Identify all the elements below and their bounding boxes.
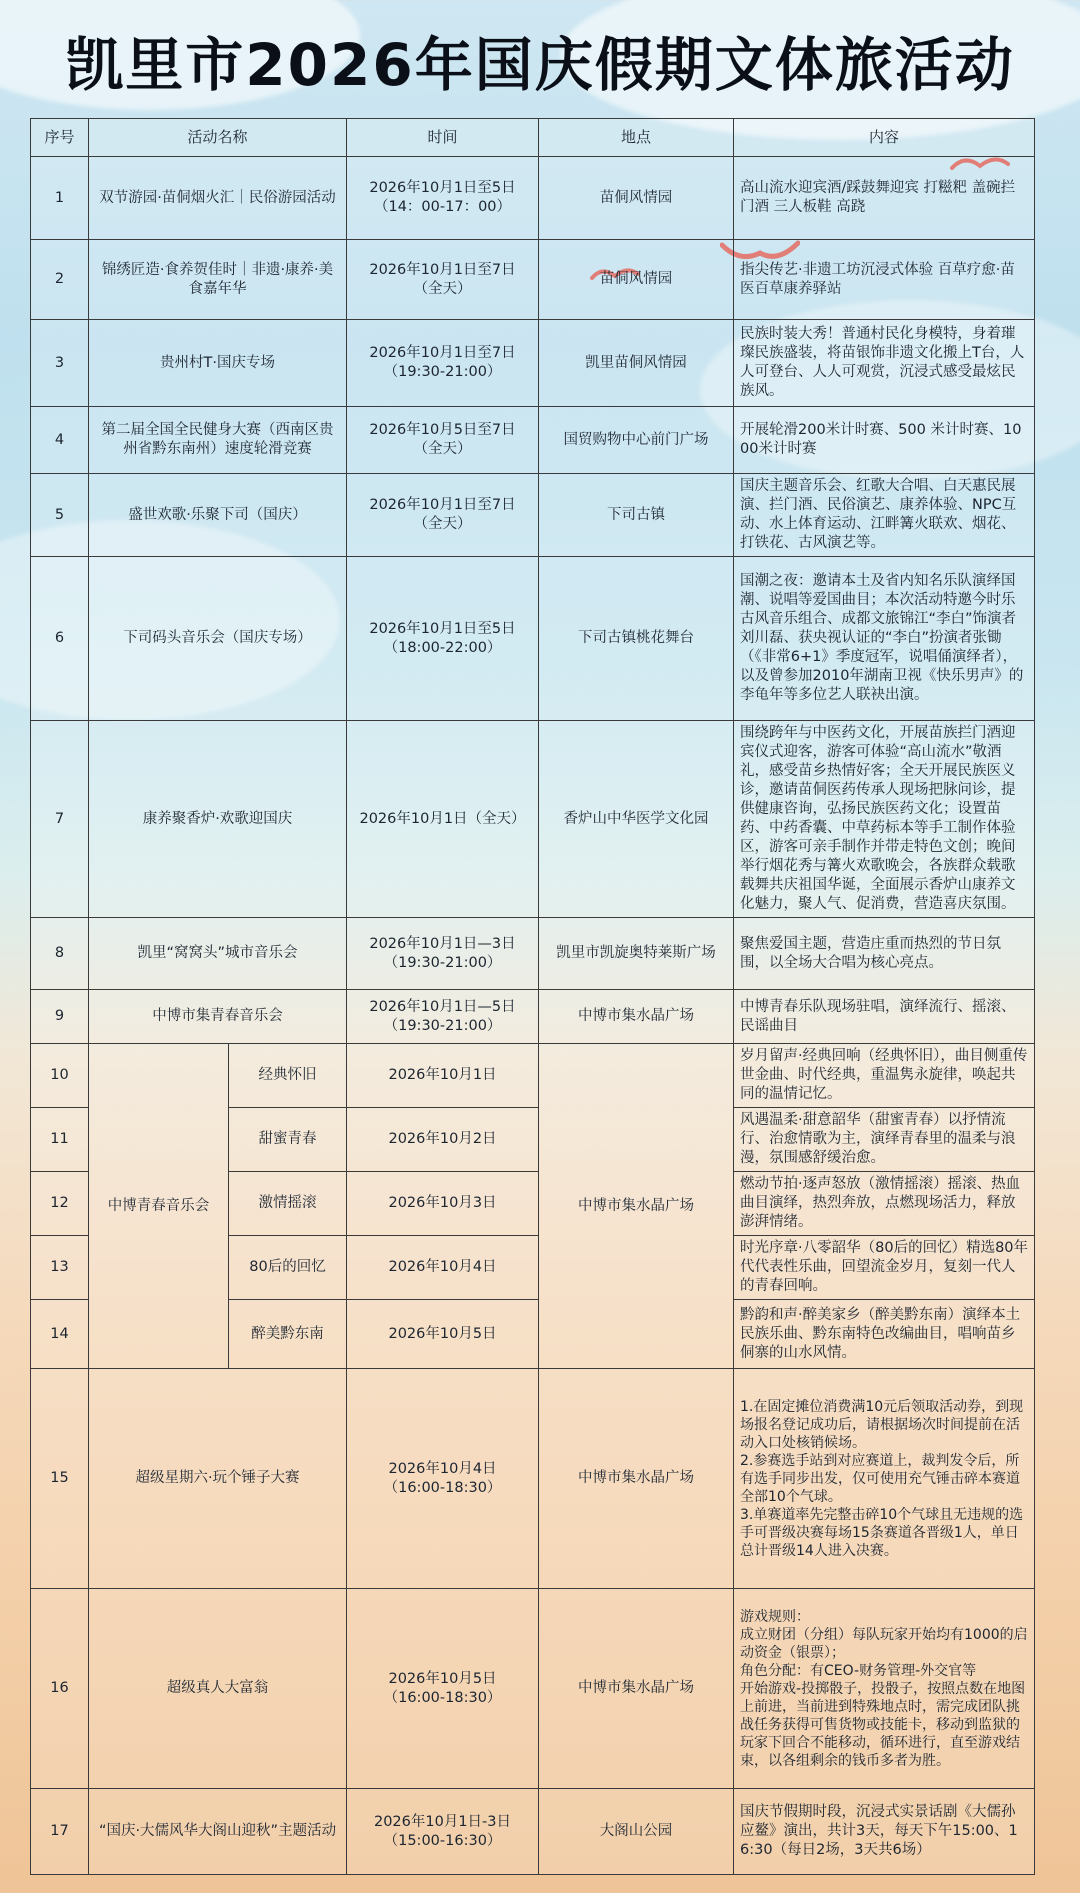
activity-content: 中博青春乐队现场驻唱，演绎流行、摇滚、民谣曲目	[734, 990, 1035, 1044]
activity-time: 2026年10月3日	[347, 1172, 539, 1236]
row-no: 13	[31, 1236, 89, 1300]
row-no: 11	[31, 1108, 89, 1172]
group-activity-name: 中博青春音乐会	[89, 1044, 229, 1369]
activity-place: 香炉山中华医学文化园	[539, 721, 734, 918]
row-no: 3	[31, 320, 89, 407]
activity-content: 国庆节假期时段，沉浸式实景话剧《大儒孙应鳌》演出，共计3天，每天下午15:00、16:30（每日2场，3天共6场）	[734, 1789, 1035, 1875]
row-no: 4	[31, 407, 89, 474]
header-name: 活动名称	[89, 119, 347, 157]
activity-place: 国贸购物中心前门广场	[539, 407, 734, 474]
table-row	[31, 918, 1035, 990]
activity-time: 2026年10月1日—5日 （19:30-21:00）	[347, 990, 539, 1044]
activity-content: 燃动节拍·逐声怒放（激情摇滚）摇滚、热血曲目演绎，热烈奔放，点燃现场活力，释放澎湃情绪。	[734, 1172, 1035, 1236]
activity-content: 风遇温柔·甜意韶华（甜蜜青春）以抒情流行、治愈情歌为主，演绎青春里的温柔与浪漫，氛围感舒缓治愈。	[734, 1108, 1035, 1172]
row-no: 7	[31, 721, 89, 918]
activity-place: 苗侗风情园	[539, 240, 734, 320]
sub-activity-name: 甜蜜青春	[229, 1108, 347, 1172]
activity-place: 下司古镇桃花舞台	[539, 557, 734, 721]
activity-content: 指尖传艺·非遗工坊沉浸式体验 百草疗愈·苗医百草康养驿站	[734, 240, 1035, 320]
activity-content: 岁月留声·经典回响（经典怀旧），曲目侧重传世金曲、时代经典，重温隽永旋律，唤起共同的温情记忆。	[734, 1044, 1035, 1108]
activity-content: 国潮之夜：邀请本土及省内知名乐队演绎国潮、说唱等爱国曲目；本次活动特邀今时乐古风音乐组合、成都文旅锦江“李白”饰演者刘川磊、获央视认证的“李白”扮演者张锄（《非常6+1》季度冠军，说唱俑演绎者），以及曾参加2010年湖南卫视《快乐男声》的李龟年等多位艺人联袂出演。	[734, 557, 1035, 721]
activity-place: 中博市集水晶广场	[539, 1369, 734, 1589]
activity-table-container	[30, 118, 1034, 1858]
table-row	[31, 240, 1035, 320]
activity-time: 2026年10月1日至5日 （18:00-22:00）	[347, 557, 539, 721]
activity-time: 2026年10月1日至7日 （19:30-21:00）	[347, 320, 539, 407]
row-no: 15	[31, 1369, 89, 1589]
activity-time: 2026年10月1日至5日 （14：00-17：00）	[347, 157, 539, 240]
activity-content: 围绕跨年与中医药文化，开展苗族拦门酒迎宾仪式迎客，游客可体验“高山流水”敬酒礼，感受苗乡热情好客；全天开展民族医义诊，邀请苗侗医药传承人现场把脉问诊，提供健康咨询，弘扬民族医药文化；设置苗药、中药香囊、中草药标本等手工制作体验区，游客可亲手制作并带走特色文创；晚间举行烟花秀与篝火欢歌晚会，各族群众载歌载舞共庆祖国华诞，全面展示香炉山康养文化魅力，聚人气、促消费，营造喜庆氛围。	[734, 721, 1035, 918]
page-title: 凯里市2026年国庆假期文体旅活动	[65, 31, 1015, 99]
header-place: 地点	[539, 119, 734, 157]
activity-content: 游戏规则： 成立财团（分组）每队玩家开始均有1000的启动资金（银票）； 角色分配：有CEO-财务管理-外交官等 开始游戏-投掷骰子，投骰子，按照点数在地图上前进，当前进到特殊地点时，需完成团队挑战任务获得可售货物或技能卡，移动到监狱的玩家下回合不能移动，循环进行，直至游戏结束，以各组剩余的钱币多者为胜。	[734, 1589, 1035, 1789]
activity-content: 黔韵和声·醉美家乡（醉美黔东南）演绎本土民族乐曲、黔东南特色改编曲目，唱响苗乡侗寨的山水风情。	[734, 1300, 1035, 1369]
activity-time: 2026年10月5日	[347, 1300, 539, 1369]
activity-name: 第二届全国全民健身大赛（西南区贵州省黔东南州）速度轮滑竞赛	[89, 407, 347, 474]
activity-name: 锦绣匠造·食养贺佳时｜非遗·康养·美食嘉年华	[89, 240, 347, 320]
activity-content: 聚焦爱国主题，营造庄重而热烈的节日氛围，以全场大合唱为核心亮点。	[734, 918, 1035, 990]
activity-time: 2026年10月5日至7日 （全天）	[347, 407, 539, 474]
activity-place: 凯里市凯旋奥特莱斯广场	[539, 918, 734, 990]
activity-time: 2026年10月1日至7日 （全天）	[347, 240, 539, 320]
activity-content: 1.在固定摊位消费满10元后领取活动券，到现场报名登记成功后，请根据场次时间提前在活动入口处核销候场。 2.参赛选手站到对应赛道上，裁判发令后，所有选手同步出发，仅可使用充气锤击碎本赛道全部10个气球。 3.单赛道率先完整击碎10个气球且无违规的选手可晋级决赛每场15条赛道各晋级1人，单日总计晋级14人进入决赛。	[734, 1369, 1035, 1589]
activity-time: 2026年10月2日	[347, 1108, 539, 1172]
activity-content: 国庆主题音乐会、红歌大合唱、白天惠民展演、拦门酒、民俗演艺、康养体验、NPC互动、水上体育运动、江畔篝火联欢、烟花、打铁花、古风演艺等。	[734, 474, 1035, 557]
activity-place: 中博市集水晶广场	[539, 990, 734, 1044]
sub-activity-name: 激情摇滚	[229, 1172, 347, 1236]
activity-place: 大阁山公园	[539, 1789, 734, 1875]
activity-place: 中博市集水晶广场	[539, 1589, 734, 1789]
table-row	[31, 474, 1035, 557]
header-no: 序号	[31, 119, 89, 157]
activity-place: 苗侗风情园	[539, 157, 734, 240]
activity-place: 凯里苗侗风情园	[539, 320, 734, 407]
activity-name: 贵州村T·国庆专场	[89, 320, 347, 407]
activity-content: 民族时装大秀！普通村民化身模特，身着璀璨民族盛装，将苗银饰非遗文化搬上T台，人人可登台、人人可观赏，沉浸式感受最炫民族风。	[734, 320, 1035, 407]
row-no: 5	[31, 474, 89, 557]
activity-content: 时光序章·八零韶华（80后的回忆）精选80年代代表性乐曲，回望流金岁月，复刻一代人的青春回响。	[734, 1236, 1035, 1300]
activity-place: 下司古镇	[539, 474, 734, 557]
row-no: 6	[31, 557, 89, 721]
activity-table	[30, 118, 1035, 1875]
activity-time: 2026年10月4日	[347, 1236, 539, 1300]
row-no: 16	[31, 1589, 89, 1789]
table-row	[31, 1044, 1035, 1108]
table-row	[31, 1589, 1035, 1789]
sub-activity-name: 80后的回忆	[229, 1236, 347, 1300]
table-row	[31, 407, 1035, 474]
activity-name: 凯里“窝窝头”城市音乐会	[89, 918, 347, 990]
activity-name: 盛世欢歌·乐聚下司（国庆）	[89, 474, 347, 557]
activity-name: 中博市集青春音乐会	[89, 990, 347, 1044]
group-activity-place: 中博市集水晶广场	[539, 1044, 734, 1369]
activity-time: 2026年10月1日（全天）	[347, 721, 539, 918]
row-no: 9	[31, 990, 89, 1044]
activity-name: 双节游园·苗侗烟火汇｜民俗游园活动	[89, 157, 347, 240]
table-row	[31, 157, 1035, 240]
activity-content: 高山流水迎宾酒/踩鼓舞迎宾 打糍粑 盖碗拦门酒 三人板鞋 高跷	[734, 157, 1035, 240]
activity-time: 2026年10月1日-3日 （15:00-16:30）	[347, 1789, 539, 1875]
activity-time: 2026年10月5日 （16:00-18:30）	[347, 1589, 539, 1789]
activity-name: 康养聚香炉·欢歌迎国庆	[89, 721, 347, 918]
row-no: 1	[31, 157, 89, 240]
activity-time: 2026年10月4日 （16:00-18:30）	[347, 1369, 539, 1589]
activity-name: “国庆·大儒风华大阁山迎秋”主题活动	[89, 1789, 347, 1875]
header-time: 时间	[347, 119, 539, 157]
table-row	[31, 557, 1035, 721]
activity-time: 2026年10月1日	[347, 1044, 539, 1108]
row-no: 2	[31, 240, 89, 320]
activity-name: 超级星期六·玩个锤子大赛	[89, 1369, 347, 1589]
table-row	[31, 990, 1035, 1044]
table-row	[31, 1369, 1035, 1589]
table-row	[31, 320, 1035, 407]
table-header-row	[31, 119, 1035, 157]
sub-activity-name: 经典怀旧	[229, 1044, 347, 1108]
row-no: 10	[31, 1044, 89, 1108]
activity-name: 下司码头音乐会（国庆专场）	[89, 557, 347, 721]
activity-time: 2026年10月1日至7日 （全天）	[347, 474, 539, 557]
row-no: 14	[31, 1300, 89, 1369]
row-no: 17	[31, 1789, 89, 1875]
header-content: 内容	[734, 119, 1035, 157]
row-no: 12	[31, 1172, 89, 1236]
table-row	[31, 1789, 1035, 1875]
activity-time: 2026年10月1日—3日 （19:30-21:00）	[347, 918, 539, 990]
activity-name: 超级真人大富翁	[89, 1589, 347, 1789]
sub-activity-name: 醉美黔东南	[229, 1300, 347, 1369]
table-row	[31, 721, 1035, 918]
row-no: 8	[31, 918, 89, 990]
activity-content: 开展轮滑200米计时赛、500 米计时赛、1000米计时赛	[734, 407, 1035, 474]
